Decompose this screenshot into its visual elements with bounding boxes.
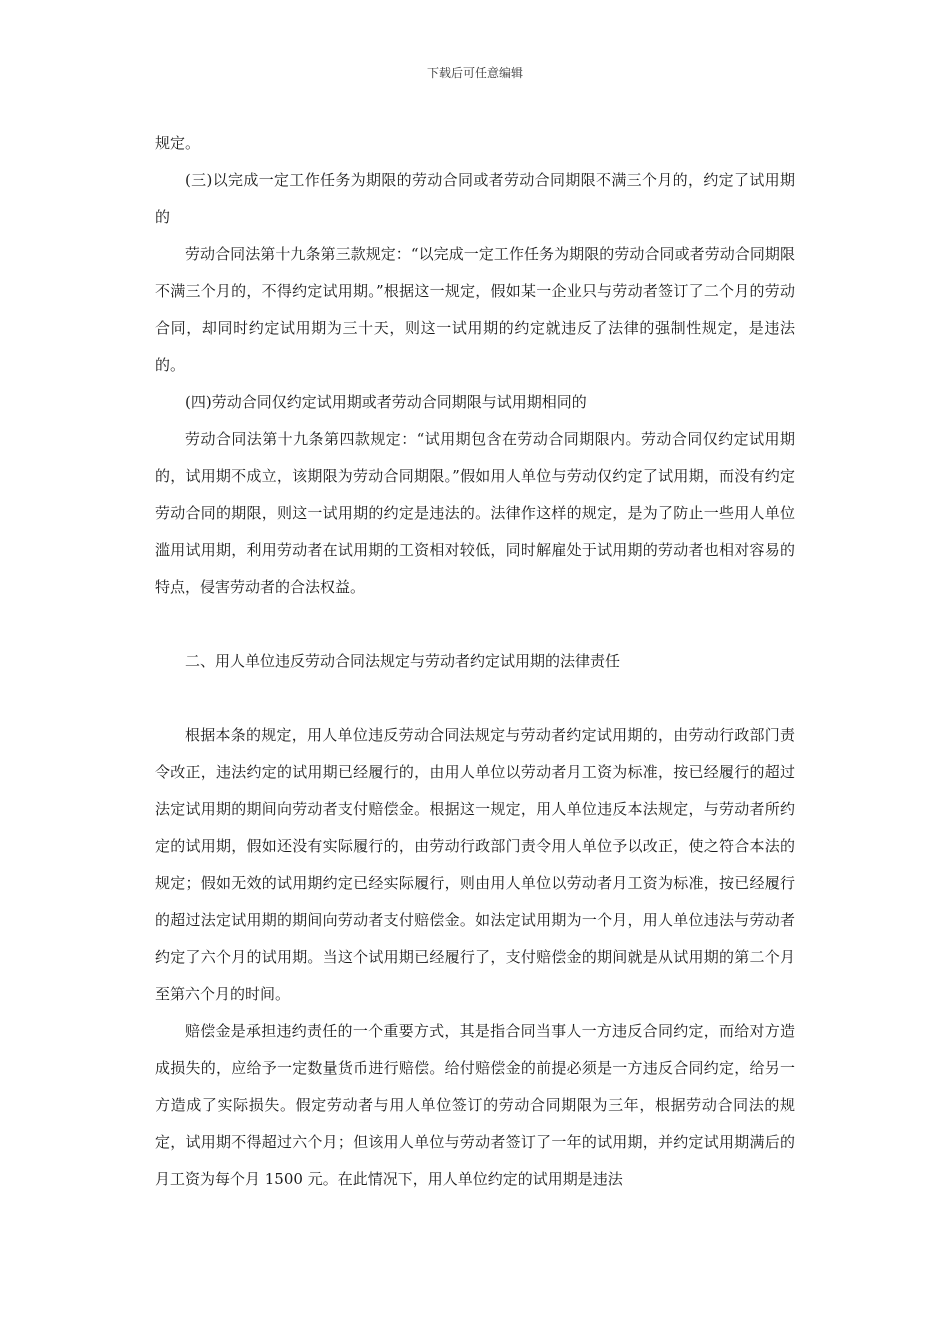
section-heading-two: 二、用人单位违反劳动合同法规定与劳动者约定试用期的法律责任 (185, 652, 621, 670)
section-heading-four: (四)劳动合同仅约定试用期或者劳动合同期限与试用期相同的 (185, 393, 587, 411)
paragraph: 劳动合同法第十九条第三款规定：“以完成一定工作任务为期限的劳动合同或者劳动合同期限不满三个月的，不得约定试用期。”根据这一规定，假如某一企业只与劳动者签订了二个月的劳动合同，却同时约定试用期为三十天，则这一试用期的约定就违反了法律的强制性规定，是违法的。 (155, 245, 795, 374)
paragraph: 赔偿金是承担违约责任的一个重要方式，其是指合同当事人一方违反合同约定，而给对方造成损失的，应给予一定数量货币进行赔偿。给付赔偿金的前提必须是一方违反合同约定，给另一方造成了实际损失。假定劳动者与用人单位签订的劳动合同期限为三年，根据劳动合同法的规定，试用期不得超过六个月；但该用人单位与劳动者签订了一年的试用期，并约定试用期满后的月工资为每个月 1500 元。在此情况下，用人单位约定的试用期是违法 (155, 1022, 795, 1188)
document-body (155, 125, 795, 1198)
paragraph: 根据本条的规定，用人单位违反劳动合同法规定与劳动者约定试用期的，由劳动行政部门责令改正，违法约定的试用期已经履行的，由用人单位以劳动者月工资为标准，按已经履行的超过法定试用期的期间向劳动者支付赔偿金。根据这一规定，用人单位违反本法规定，与劳动者所约定的试用期，假如还没有实际履行的，由劳动行政部门责令用人单位予以改正，使之符合本法的规定；假如无效的试用期约定已经实际履行，则由用人单位以劳动者月工资为标准，按已经履行的超过法定试用期的期间向劳动者支付赔偿金。如法定试用期为一个月，用人单位违法与劳动者约定了六个月的试用期。当这个试用期已经履行了，支付赔偿金的期间就是从试用期的第二个月至第六个月的时间。 (155, 726, 795, 1003)
section-heading-three: (三)以完成一定工作任务为期限的劳动合同或者劳动合同期限不满三个月的，约定了试用期的 (155, 171, 795, 226)
paragraph-continuation: 规定。 (155, 134, 201, 152)
page-header: 下载后可任意编辑 (426, 66, 523, 80)
paragraph: 劳动合同法第十九条第四款规定：“试用期包含在劳动合同期限内。劳动合同仅约定试用期的，试用期不成立，该期限为劳动合同期限。”假如用人单位与劳动仅约定了试用期，而没有约定劳动合同的期限，则这一试用期的约定是违法的。法律作这样的规定，是为了防止一些用人单位滥用试用期，利用劳动者在试用期的工资相对较低，同时解雇处于试用期的劳动者也相对容易的特点，侵害劳动者的合法权益。 (155, 430, 795, 596)
